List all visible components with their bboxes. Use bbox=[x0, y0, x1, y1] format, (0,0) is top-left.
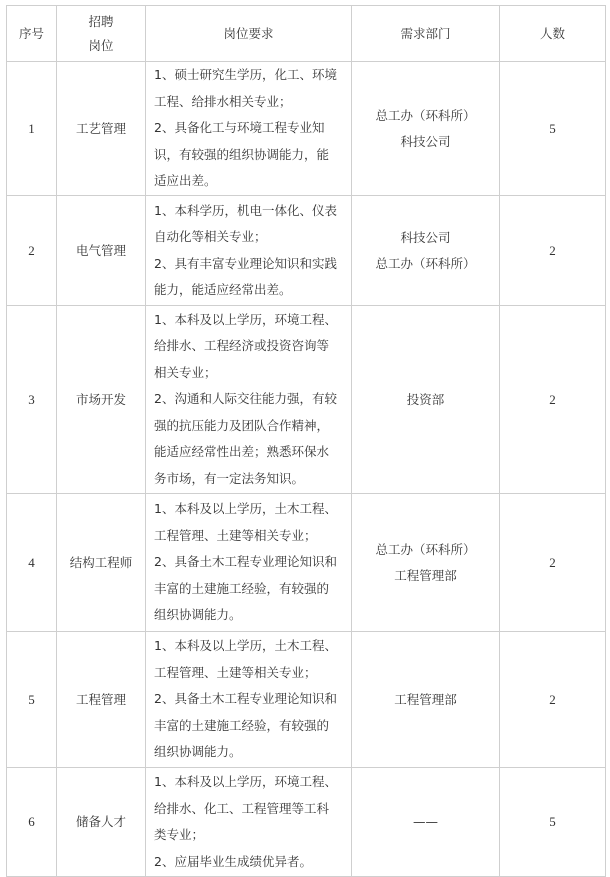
row-index: 4 bbox=[7, 494, 57, 632]
requirement-line: 适应出差。 bbox=[154, 173, 217, 189]
row-position: 电气管理 bbox=[57, 196, 146, 306]
row-requirements bbox=[146, 306, 352, 494]
row-index: 1 bbox=[7, 62, 57, 196]
requirement-line: 工程、给排水相关专业； bbox=[154, 93, 292, 109]
requirement-line: 2、具备土木工程专业理论知识和 bbox=[154, 691, 337, 707]
requirement-line: 丰富的土建施工经验，有较强的 bbox=[154, 717, 330, 733]
requirement-line: 1、本科及以上学历，土木工程、 bbox=[154, 501, 337, 517]
row-position: 储备人才 bbox=[57, 768, 146, 877]
row-department bbox=[352, 494, 500, 632]
requirement-line: 类专业； bbox=[154, 827, 205, 842]
table-row bbox=[7, 768, 606, 877]
department-name: 工程管理部 bbox=[394, 567, 457, 583]
row-requirements bbox=[146, 632, 352, 768]
row-position: 工艺管理 bbox=[57, 62, 146, 196]
table-row bbox=[7, 494, 606, 632]
row-count: 5 bbox=[500, 62, 606, 196]
requirement-line: 强的抗压能力及团队合作精神， bbox=[154, 417, 330, 433]
row-index: 3 bbox=[7, 306, 57, 494]
requirement-line: 1、硕士研究生学历，化工、环境 bbox=[154, 67, 337, 83]
header-requirements: 岗位要求 bbox=[146, 6, 352, 62]
requirement-line: 丰富的土建施工经验，有较强的 bbox=[154, 580, 330, 596]
row-requirements bbox=[146, 768, 352, 877]
table-row bbox=[7, 632, 606, 768]
requirement-line: 2、应届毕业生成绩优异者。 bbox=[154, 853, 312, 869]
department-name: 总工办（环科所） bbox=[375, 541, 476, 557]
requirement-line: 2、沟通和人际交往能力强，有较 bbox=[154, 391, 337, 407]
requirement-line: 1、本科学历，机电一体化、仪表 bbox=[154, 202, 337, 218]
requirement-line: 自动化等相关专业； bbox=[154, 229, 267, 244]
header-row bbox=[7, 6, 606, 62]
table-row bbox=[7, 196, 606, 306]
requirement-line: 1、本科及以上学历，环境工程、 bbox=[154, 774, 337, 789]
requirement-line: 2、具有丰富专业理论知识和实践 bbox=[154, 255, 337, 271]
row-requirements bbox=[146, 196, 352, 306]
requirement-line: 1、本科及以上学历，环境工程、 bbox=[154, 311, 337, 327]
row-count: 2 bbox=[500, 196, 606, 306]
department-name: 投资部 bbox=[406, 391, 445, 407]
row-department bbox=[352, 306, 500, 494]
table-row bbox=[7, 62, 606, 196]
row-count: 2 bbox=[500, 306, 606, 494]
requirement-line: 识，有较强的组织协调能力，能 bbox=[154, 146, 330, 162]
row-index: 6 bbox=[7, 768, 57, 877]
header-count: 人数 bbox=[500, 6, 606, 62]
requirement-line: 2、具备土木工程专业理论知识和 bbox=[154, 554, 337, 570]
requirement-line: 给排水、工程经济或投资咨询等 bbox=[154, 338, 330, 354]
department-name: —— bbox=[413, 814, 438, 829]
department-name: 科技公司 bbox=[400, 133, 451, 149]
requirement-line: 能适应经常性出差；熟悉环保水 bbox=[154, 444, 330, 460]
requirement-line: 组织协调能力。 bbox=[154, 607, 242, 623]
requirement-line: 能力，能适应经常出差。 bbox=[154, 282, 292, 297]
row-position: 市场开发 bbox=[57, 306, 146, 494]
requirement-line: 工程管理、土建等相关专业； bbox=[154, 527, 317, 543]
requirement-line: 组织协调能力。 bbox=[154, 744, 242, 760]
row-department bbox=[352, 196, 500, 306]
row-requirements bbox=[146, 62, 352, 196]
requirement-line: 1、本科及以上学历，土木工程、 bbox=[154, 638, 337, 654]
row-count: 5 bbox=[500, 768, 606, 877]
recruitment-table bbox=[6, 5, 606, 877]
row-index: 2 bbox=[7, 196, 57, 306]
department-name: 总工办（环科所） bbox=[375, 107, 476, 123]
row-count: 2 bbox=[500, 632, 606, 768]
row-department bbox=[352, 62, 500, 196]
table-row bbox=[7, 306, 606, 494]
row-index: 5 bbox=[7, 632, 57, 768]
department-name: 工程管理部 bbox=[394, 691, 457, 707]
department-name: 总工办（环科所） bbox=[375, 255, 476, 271]
row-requirements bbox=[146, 494, 352, 632]
header-department: 需求部门 bbox=[352, 6, 500, 62]
requirement-line: 2、具备化工与环境工程专业知 bbox=[154, 120, 325, 136]
row-position: 结构工程师 bbox=[57, 494, 146, 632]
requirement-line: 工程管理、土建等相关专业； bbox=[154, 664, 317, 680]
row-position: 工程管理 bbox=[57, 632, 146, 768]
requirement-line: 相关专业； bbox=[154, 364, 217, 380]
department-name: 科技公司 bbox=[400, 229, 451, 245]
header-position: 招聘 岗位 bbox=[57, 6, 146, 62]
row-count: 2 bbox=[500, 494, 606, 632]
requirement-line: 给排水、化工、工程管理等工科 bbox=[154, 800, 330, 816]
header-index: 序号 bbox=[7, 6, 57, 62]
row-department bbox=[352, 632, 500, 768]
row-department bbox=[352, 768, 500, 877]
requirement-line: 务市场，有一定法务知识。 bbox=[154, 470, 305, 486]
